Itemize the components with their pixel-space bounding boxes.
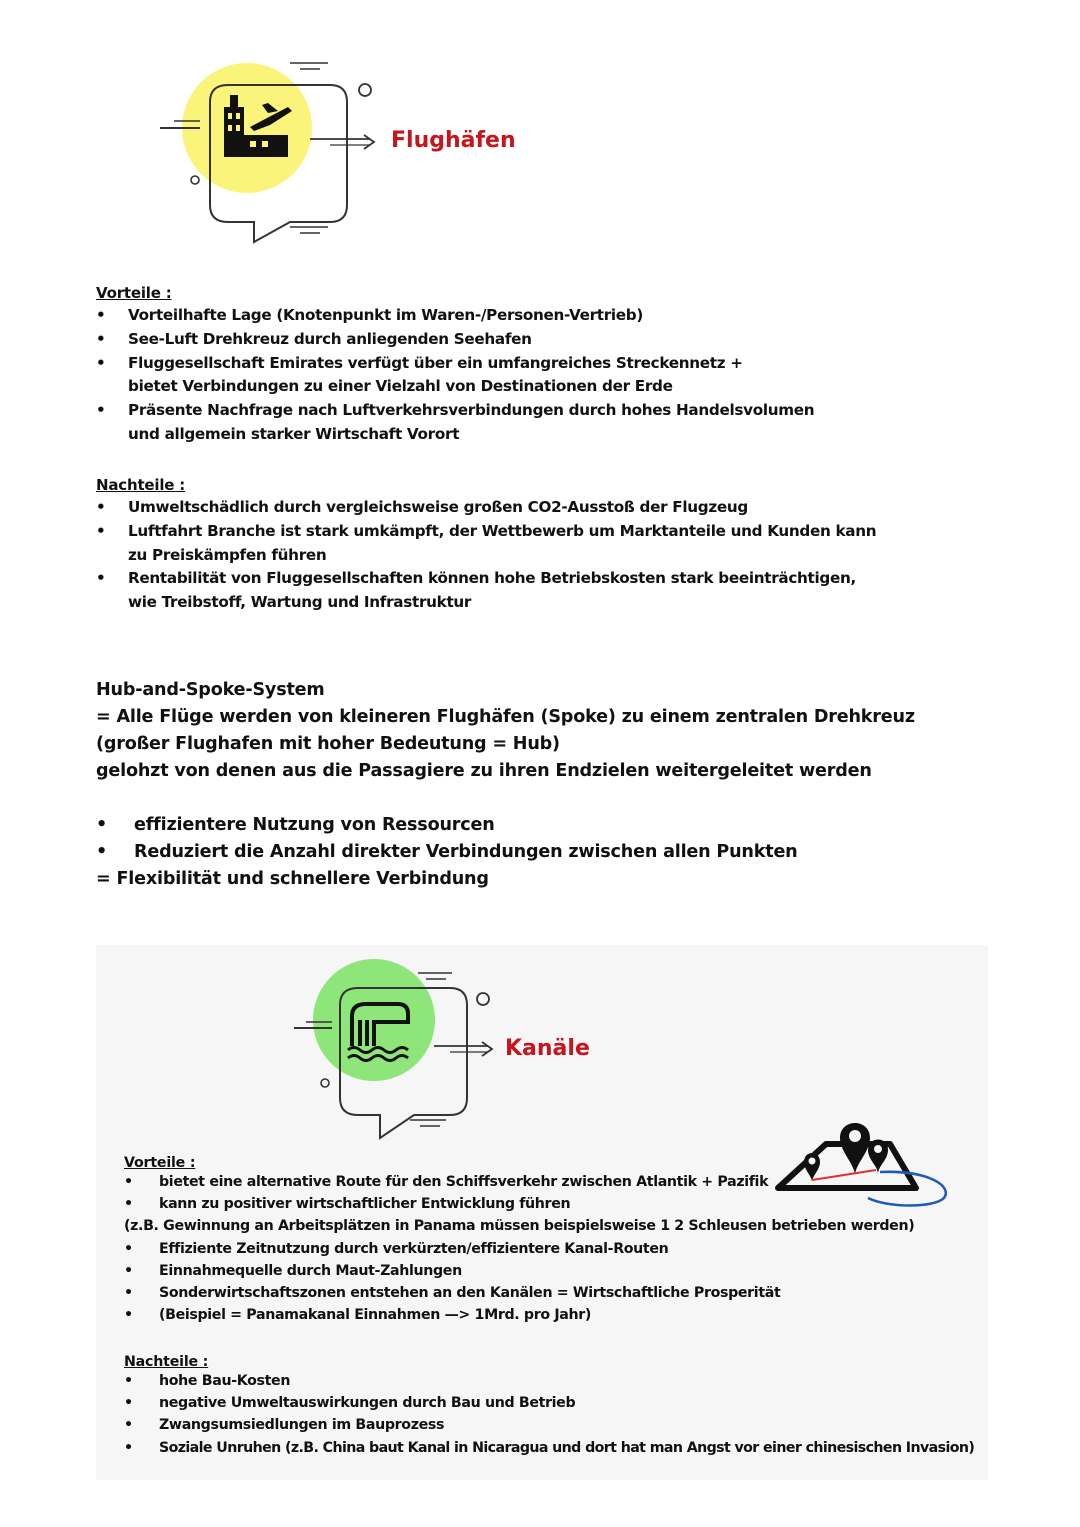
arrow-right-icon bbox=[434, 1040, 504, 1060]
airport-icon bbox=[150, 55, 390, 255]
list-item: • See-Luft Drehkreuz durch anliegenden Seehafen bbox=[96, 328, 896, 352]
list-item: • Einnahmequelle durch Maut-Zahlungen bbox=[124, 1260, 984, 1282]
note-text: (z.B. Gewinnung an Arbeitsplätzen in Panama müssen beispielsweise 1 2 Schleusen betrieben werden) bbox=[124, 1218, 915, 1235]
list-item: • Reduziert die Anzahl direkter Verbindungen zwischen allen Punkten bbox=[96, 839, 996, 866]
arrow-right-icon bbox=[310, 133, 380, 153]
list-item: • effizientere Nutzung von Ressourcen bbox=[96, 812, 996, 839]
hub-line: = Alle Flüge werden von kleineren Flughäfen (Spoke) zu einem zentralen Drehkreuz bbox=[96, 707, 915, 727]
flughaefen-nachteile-section bbox=[96, 476, 896, 615]
list-item: • Sonderwirtschaftszonen entstehen an den Kanälen = Wirtschaftliche Prosperität bbox=[124, 1282, 984, 1304]
list-item: • Rentabilität von Fluggesellschaften können hohe Betriebskosten stark beeinträchtigen, wie Treibstoff, Wartung und Infrastruktur bbox=[96, 567, 888, 615]
list-item: • negative Umweltauswirkungen durch Bau und Betrieb bbox=[124, 1392, 984, 1414]
list-item: • Soziale Unruhen (z.B. China baut Kanal in Nicaragua und dort hat man Angst vor einer chinesischen Invasion) bbox=[124, 1437, 984, 1459]
flughaefen-title: Flughäfen bbox=[391, 128, 516, 153]
list-item: • Präsente Nachfrage nach Luftverkehrsverbindungen durch hohes Handelsvolumen und allgemein starker Wirtschaft Vorort bbox=[96, 399, 848, 447]
vorteile-label: Vorteile : bbox=[96, 284, 172, 302]
vorteile-label: Vorteile : bbox=[124, 1155, 196, 1171]
list-item: • kann zu positiver wirtschaftlicher Entwicklung führen bbox=[124, 1193, 984, 1215]
list-item: • Vorteilhafte Lage (Knotenpunkt im Waren-/Personen-Vertrieb) bbox=[96, 304, 896, 328]
hub-line: gelohzt von denen aus die Passagiere zu ihren Endzielen weitergeleitet werden bbox=[96, 761, 872, 781]
list-item: • Luftfahrt Branche ist stark umkämpft, der Wettbewerb um Marktanteile und Kunden kann zu Preiskämpfen führen bbox=[96, 520, 888, 568]
kanaele-vorteile-section bbox=[124, 1155, 984, 1326]
kanaele-title: Kanäle bbox=[505, 1036, 590, 1061]
flughaefen-vorteile-section bbox=[96, 284, 896, 447]
hub-section bbox=[96, 677, 996, 893]
kanaele-nachteile-section bbox=[124, 1354, 984, 1459]
list-item: • Umweltschädlich durch vergleichsweise großen CO2-Ausstoß der Flugzeug bbox=[96, 496, 896, 520]
list-item: • hohe Bau-Kosten bbox=[124, 1370, 984, 1392]
nachteile-label: Nachteile : bbox=[124, 1354, 209, 1370]
hub-line: (großer Flughafen mit hoher Bedeutung = Hub) bbox=[96, 734, 560, 754]
hub-title: Hub-and-Spoke-System bbox=[96, 680, 325, 700]
list-item: • Fluggesellschaft Emirates verfügt über ein umfangreiches Streckennetz + bietet Verbindungen zu einer Vielzahl von Destinationen der Erde bbox=[96, 352, 788, 400]
list-item: • Effiziente Zeitnutzung durch verkürzten/effizientere Kanal-Routen bbox=[124, 1238, 984, 1260]
list-item: • (Beispiel = Panamakanal Einnahmen —> 1Mrd. pro Jahr) bbox=[124, 1304, 984, 1326]
kanaele-header bbox=[290, 958, 610, 1148]
list-item: • bietet eine alternative Route für den Schiffsverkehr zwischen Atlantik + Pazifik bbox=[124, 1171, 984, 1193]
flughaefen-header bbox=[150, 55, 550, 255]
hub-conclusion: = Flexibilität und schnellere Verbindung bbox=[96, 869, 489, 889]
nachteile-label: Nachteile : bbox=[96, 476, 186, 494]
list-item: • Zwangsumsiedlungen im Bauprozess bbox=[124, 1414, 984, 1436]
